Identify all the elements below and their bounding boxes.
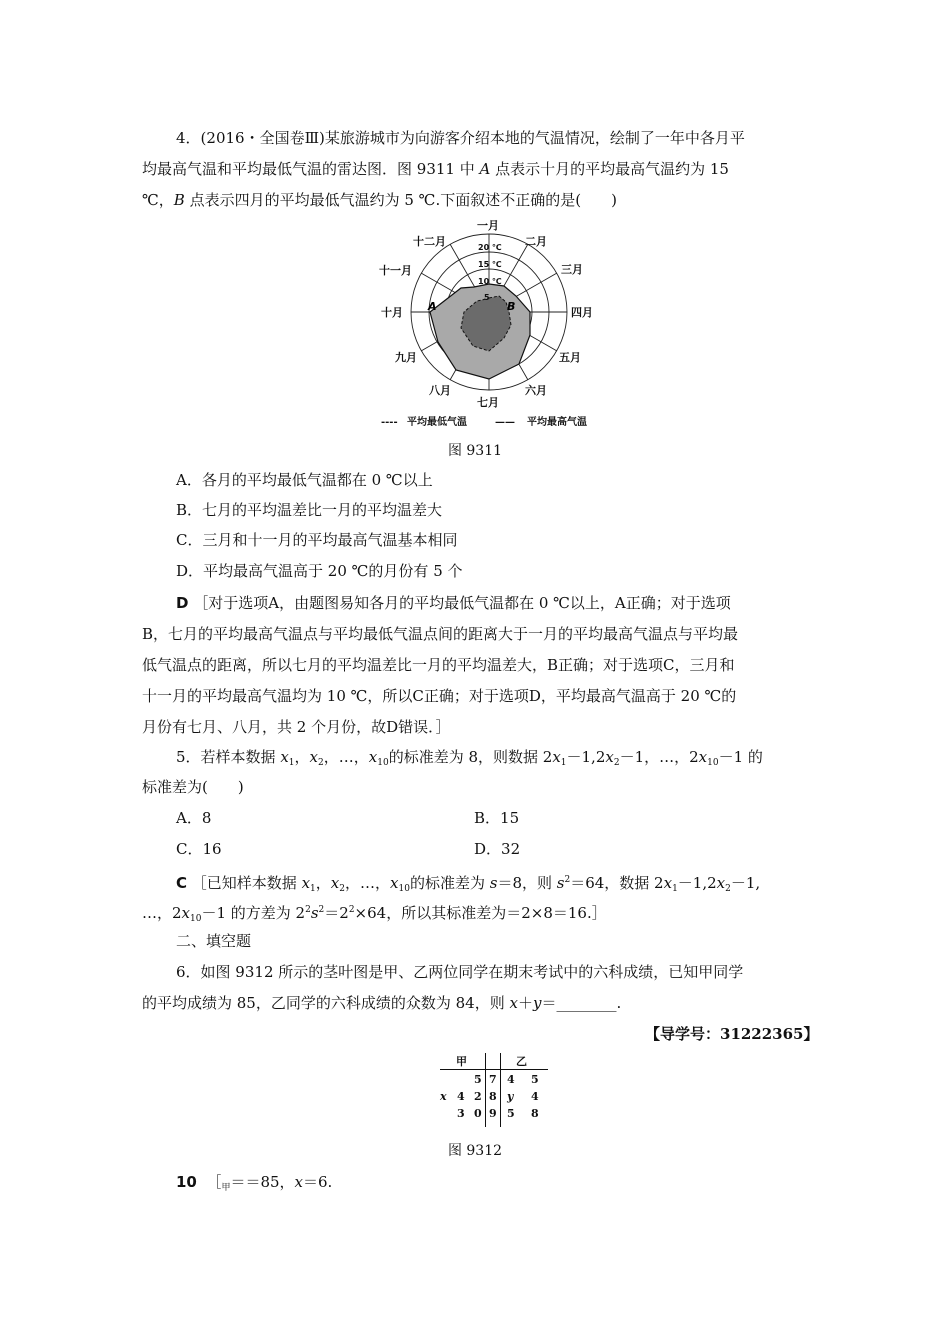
q5-answer-line-1: C ［已知样本数据 $x_1$，$x_2$，…，$x_{10}$的标准差为 s＝8，则 $s^2=64$，数据 $2x_1-1,2x_2-1$, — [176, 874, 761, 894]
q4-option-c: C．三月和十一月的平均最高气温基本相同 — [176, 531, 458, 549]
q6-answer: 10 $[_甲==85$，x＝6. — [176, 1173, 333, 1193]
month-label-10: 十月 — [381, 306, 403, 319]
leaf-left-r2-1: x — [440, 1090, 447, 1103]
q5-option-a: A．8 — [176, 809, 212, 827]
leaf-left-r3-1: 3 — [457, 1107, 465, 1120]
leaf-right-r3-2: 8 — [531, 1107, 539, 1120]
legend-high-style: —— — [495, 417, 515, 428]
leaf-right-r2-1: y — [507, 1090, 514, 1103]
q5-answer-line-2: …，$2x_{10}-1$ 的方差为 $2^2s^2=2^2\times 64$，所以其标准差为＝2×8＝16.］ — [142, 904, 607, 924]
q5-line-2: 标准差为( ) — [142, 778, 244, 796]
q5-line-1: 5．若样本数据 $x_1$，$x_2$，…，$x_{10}$的标准差为 8，则数据 $2x_1-1,2x_2-1$，…，$2x_{10}-1$ 的 — [176, 748, 763, 768]
q4-option-b: B．七月的平均温差比一月的平均温差大 — [176, 501, 443, 519]
stem-r3: 9 — [489, 1107, 497, 1120]
legend — [381, 415, 587, 428]
month-label-12: 十二月 — [413, 235, 446, 248]
leaf-right-r3-1: 5 — [507, 1107, 515, 1120]
leaf-left-r1-1: 5 — [474, 1073, 482, 1086]
stem-r2: 8 — [489, 1090, 497, 1103]
month-label-1: 一月 — [477, 219, 499, 232]
stem-leaf-head-left: 甲 — [456, 1055, 467, 1068]
leaf-left-r2-3: 2 — [474, 1090, 482, 1103]
scale-label-5: 5 — [484, 293, 490, 302]
leaf-left-r3-2: 0 — [474, 1107, 482, 1120]
point-b-label: B — [507, 300, 516, 313]
month-label-4: 四月 — [571, 306, 593, 319]
figure-9311-caption: 图 9311 — [447, 443, 503, 459]
q6-reference-number: 【导学号：31222365】 — [645, 1025, 819, 1043]
legend-low-style: ---- — [381, 417, 398, 428]
q4-answer-line-3: 低气温点的距离，所以七月的平均温差比一月的平均温差大，B正确；对于选项C，三月和 — [142, 656, 735, 674]
q4-line-2: 均最高气温和平均最低气温的雷达图．图 9311 中 A 点表示十月的平均最高气温约为 15 — [142, 160, 729, 178]
month-label-2: 二月 — [525, 235, 547, 248]
q5-option-d: D．32 — [474, 840, 521, 858]
q4-answer-line-5: 月份有七月、八月，共 2 个月份，故D错误．］ — [142, 718, 451, 736]
q5-option-c: C．16 — [176, 840, 222, 858]
leaf-right-r1-1: 4 — [507, 1073, 515, 1086]
figure-9312-caption: 图 9312 — [447, 1143, 503, 1159]
legend-high: 平均最高气温 — [527, 417, 587, 428]
stem-leaf-plot — [438, 1053, 550, 1133]
month-label-11: 十一月 — [379, 264, 412, 277]
stem-leaf-head-right: 乙 — [516, 1055, 527, 1068]
q5-option-b: B．15 — [474, 809, 520, 827]
section-heading: 二、填空题 — [176, 932, 252, 950]
scale-label-10: 10 ℃ — [478, 277, 502, 286]
leaf-right-r1-2: 5 — [531, 1073, 539, 1086]
q4-line-1: 4．(2016・全国卷Ⅲ)某旅游城市为向游客介绍本地的气温情况，绘制了一年中各月平 — [176, 129, 745, 147]
legend-low: 平均最低气温 — [407, 417, 467, 428]
month-label-5: 五月 — [559, 351, 581, 364]
q6-line-1: 6．如图 9312 所示的茎叶图是甲、乙两位同学在期末考试中的六科成绩，已知甲同学 — [176, 963, 744, 981]
month-label-9: 九月 — [395, 351, 417, 364]
q4-option-d: D．平均最高气温高于 20 ℃的月份有 5 个 — [176, 562, 463, 580]
q4-answer-line-2: B，七月的平均最高气温点与平均最低气温点间的距离大于一月的平均最高气温点与平均最 — [142, 625, 739, 643]
q4-line-3: ℃，B 点表示四月的平均最低气温约为 5 ℃.下面叙述不正确的是( ) — [142, 191, 617, 209]
q4-answer-line-1: D ［对于选项A，由题图易知各月的平均最低气温都在 0 ℃以上，A正确；对于选项 — [176, 594, 731, 612]
month-label-6: 六月 — [525, 384, 547, 397]
month-label-8: 八月 — [429, 384, 451, 397]
point-a-label: A — [428, 300, 437, 313]
month-label-7: 七月 — [477, 396, 499, 409]
leaf-left-r2-2: 4 — [457, 1090, 465, 1103]
scale-label-20: 20 ℃ — [478, 243, 502, 252]
scale-label-15: 15 ℃ — [478, 260, 502, 269]
radar-chart — [365, 212, 615, 430]
q6-line-2: 的平均成绩为 85，乙同学的六科成绩的众数为 84，则 x＋y＝________. — [142, 994, 622, 1012]
month-label-3: 三月 — [561, 263, 583, 276]
q4-answer-line-4: 十一月的平均最高气温均为 10 ℃，所以C正确；对于选项D，平均最高气温高于 20 ℃的 — [142, 687, 737, 705]
stem-r1: 7 — [489, 1073, 497, 1086]
leaf-right-r2-2: 4 — [531, 1090, 539, 1103]
q4-option-a: A．各月的平均最低气温都在 0 ℃以上 — [176, 471, 433, 489]
